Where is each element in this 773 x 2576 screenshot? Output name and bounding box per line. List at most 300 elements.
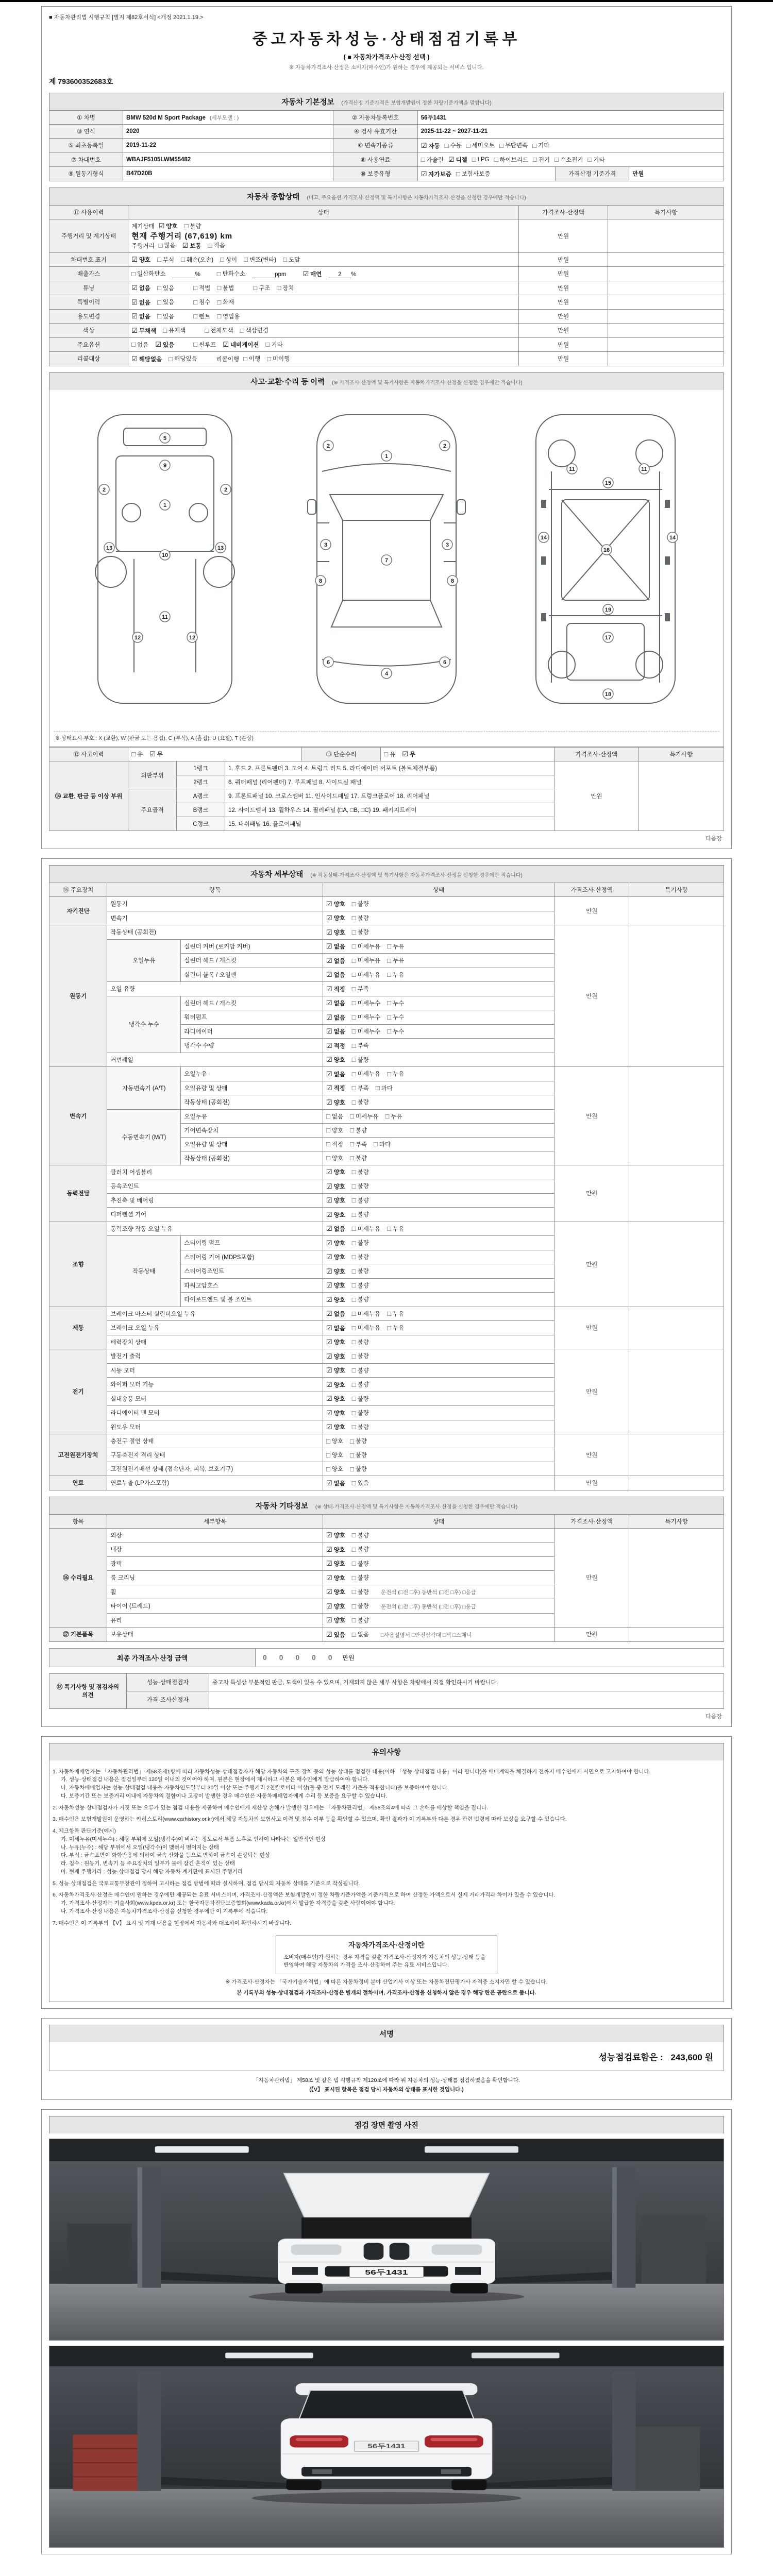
- trunk-floor: [567, 623, 644, 680]
- checked-checkbox[interactable]: [326, 1196, 345, 1205]
- unchecked-checkbox[interactable]: [217, 312, 240, 320]
- unchecked-checkbox[interactable]: [352, 1267, 369, 1275]
- unchecked-checkbox[interactable]: [352, 971, 380, 979]
- taillight-glow: [296, 2437, 343, 2441]
- remark-cell: [608, 295, 724, 310]
- checked-checkbox[interactable]: [326, 957, 345, 965]
- checked-checkbox[interactable]: [326, 1084, 345, 1092]
- unchecked-checkbox[interactable]: [350, 1126, 367, 1134]
- checked-checkbox[interactable]: [326, 1631, 345, 1639]
- unchecked-box-icon: □: [350, 1140, 354, 1148]
- checkbox-label: 불량: [357, 1197, 369, 1204]
- checkbox-label: 적법: [198, 285, 211, 292]
- unchecked-checkbox[interactable]: [350, 1451, 367, 1459]
- notice-item: 6. 자동차가격조사·산정은 매수인이 원하는 경우에만 제공되는 유료 서비스이며, 가격조사·산정액은 보험개발원이 정한 차량기준가액을 기준가격으로 하여 산정한 가액으로서 실제 거래가격과 차이가 있을 수 있습니다.: [53, 1892, 556, 1899]
- unchecked-checkbox[interactable]: [352, 1479, 369, 1487]
- table-row: [49, 897, 724, 911]
- section-title-text: 유의사항: [372, 1748, 401, 1757]
- unchecked-checkbox[interactable]: [352, 1168, 369, 1176]
- unchecked-checkbox[interactable]: [326, 1451, 343, 1459]
- unchecked-checkbox[interactable]: [352, 1013, 380, 1021]
- unchecked-box-icon: □: [350, 1112, 354, 1120]
- unchecked-box-icon: □: [387, 1013, 391, 1021]
- number-text: 16: [603, 547, 610, 553]
- checked-checkbox[interactable]: [326, 1479, 345, 1487]
- unchecked-checkbox[interactable]: [326, 1154, 343, 1162]
- unchecked-checkbox[interactable]: [352, 1084, 369, 1092]
- state-cell: [128, 252, 519, 267]
- inspection-fee: [598, 2050, 713, 2063]
- checkbox-label: 없음: [139, 299, 151, 306]
- checkbox-label: 미세누유: [357, 1311, 381, 1317]
- unchecked-checkbox[interactable]: [374, 1140, 391, 1148]
- checkbox-label: 적정: [333, 1086, 345, 1092]
- table-row: [49, 1528, 724, 1543]
- checked-checkbox[interactable]: [326, 1225, 345, 1233]
- unchecked-checkbox[interactable]: [352, 1366, 369, 1375]
- item-label: 작동상태 (공회전): [181, 1095, 323, 1110]
- kidney-grille-right: [390, 2243, 410, 2260]
- unchecked-checkbox[interactable]: [352, 1027, 380, 1036]
- unchecked-checkbox[interactable]: [385, 1112, 402, 1121]
- checked-checkbox[interactable]: [223, 341, 259, 349]
- unchecked-checkbox[interactable]: [326, 1437, 343, 1445]
- unchecked-checkbox[interactable]: [157, 312, 174, 320]
- unchecked-checkbox[interactable]: [220, 256, 237, 264]
- unchecked-checkbox[interactable]: [157, 284, 174, 292]
- unchecked-checkbox[interactable]: [157, 256, 174, 264]
- unchecked-checkbox[interactable]: [352, 956, 380, 964]
- unchecked-checkbox[interactable]: [352, 1253, 369, 1261]
- table-row: [49, 152, 724, 167]
- device-group-label: 동력전달: [49, 1165, 107, 1222]
- rank-label: B랭크: [177, 803, 225, 817]
- unchecked-box-icon: □: [387, 1324, 391, 1332]
- state-cell: [323, 897, 554, 911]
- checked-checkbox[interactable]: [326, 1211, 345, 1219]
- checked-box-icon: ☑: [326, 1070, 332, 1078]
- unchecked-checkbox[interactable]: [352, 1098, 369, 1106]
- checked-checkbox[interactable]: [326, 1042, 345, 1050]
- checked-checkbox[interactable]: [326, 1253, 345, 1261]
- unchecked-checkbox[interactable]: [352, 1352, 369, 1360]
- checkbox-label: 양호: [333, 1618, 345, 1624]
- unchecked-checkbox[interactable]: [352, 1041, 369, 1049]
- unchecked-checkbox[interactable]: [387, 999, 404, 1007]
- price-cell: 만원: [554, 925, 629, 1067]
- checked-checkbox[interactable]: [326, 1324, 345, 1332]
- accident-tables-mount: [49, 747, 724, 832]
- unchecked-checkbox[interactable]: [184, 222, 201, 230]
- checked-checkbox[interactable]: [131, 256, 150, 264]
- checked-box-icon: ☑: [326, 1380, 332, 1388]
- checked-checkbox[interactable]: [131, 298, 150, 307]
- unchecked-checkbox[interactable]: [554, 156, 583, 164]
- unchecked-checkbox[interactable]: [208, 241, 225, 249]
- strut-tower: [189, 503, 208, 522]
- checked-checkbox[interactable]: [326, 1296, 345, 1304]
- item-label: 변속기: [107, 911, 323, 925]
- checked-checkbox[interactable]: [326, 1423, 345, 1431]
- field-label: ⑥ 변속기종류: [333, 139, 417, 153]
- unchecked-checkbox[interactable]: [352, 1573, 369, 1582]
- unchecked-checkbox[interactable]: [131, 750, 143, 758]
- unchecked-checkbox[interactable]: [387, 956, 404, 964]
- unchecked-checkbox[interactable]: [326, 1126, 343, 1134]
- price-select-label: ( ■ 자동차가격조사·산정 선택 ): [343, 54, 430, 61]
- checkbox-label: 누유: [392, 972, 405, 978]
- unchecked-checkbox[interactable]: [205, 326, 233, 334]
- checked-checkbox[interactable]: [326, 1070, 345, 1078]
- checked-checkbox[interactable]: [326, 1409, 345, 1417]
- unchecked-checkbox[interactable]: [163, 326, 186, 334]
- checked-checkbox[interactable]: [326, 1310, 345, 1318]
- unchecked-box-icon: □: [169, 354, 173, 363]
- checkbox-label: 양호: [331, 1127, 343, 1134]
- checkbox-label: 누유: [392, 943, 405, 950]
- table-row: [49, 111, 724, 125]
- row-label: 특별이력: [49, 295, 128, 310]
- unchecked-checkbox[interactable]: [387, 1013, 404, 1021]
- checked-box-icon: ☑: [326, 1084, 332, 1092]
- item-label: 구동축전지 격리 상태: [107, 1448, 323, 1462]
- unchecked-checkbox[interactable]: [466, 141, 495, 149]
- checked-checkbox[interactable]: [326, 1602, 345, 1611]
- table-row: [49, 1067, 724, 1081]
- unchecked-checkbox[interactable]: [352, 1196, 369, 1205]
- unchecked-checkbox[interactable]: [533, 156, 550, 164]
- unchecked-checkbox[interactable]: [499, 141, 528, 149]
- unchecked-checkbox[interactable]: [131, 269, 165, 278]
- unchecked-checkbox[interactable]: [350, 1140, 367, 1148]
- unchecked-checkbox[interactable]: [587, 156, 604, 164]
- item-label: 추진축 및 베어링: [107, 1193, 323, 1208]
- unchecked-checkbox[interactable]: [193, 284, 210, 292]
- checked-checkbox[interactable]: [402, 750, 415, 758]
- unchecked-checkbox[interactable]: [352, 999, 380, 1007]
- price-appraisal-box-lines: [283, 1954, 490, 1970]
- state-cell: [323, 1556, 554, 1571]
- unchecked-checkbox[interactable]: [326, 1112, 343, 1121]
- unchecked-checkbox[interactable]: [217, 284, 234, 292]
- unchecked-checkbox[interactable]: [243, 354, 260, 363]
- price-cell: 만원: [554, 1476, 629, 1490]
- unchecked-checkbox[interactable]: [352, 1602, 369, 1610]
- unchecked-box-icon: □: [277, 284, 281, 292]
- item-label: 외장: [107, 1528, 323, 1543]
- checkbox-label: 양호: [333, 1533, 345, 1539]
- checkbox-label: 수동: [450, 143, 462, 149]
- unchecked-checkbox[interactable]: [352, 1056, 369, 1064]
- rank-label: 2랭크: [177, 775, 225, 789]
- unchecked-checkbox[interactable]: [387, 971, 404, 979]
- unchecked-checkbox[interactable]: [352, 1423, 369, 1431]
- unchecked-box-icon: □: [326, 1140, 330, 1148]
- checked-checkbox[interactable]: [149, 750, 163, 758]
- unchecked-checkbox[interactable]: [266, 341, 283, 349]
- checkbox-label: 가솔린: [426, 157, 444, 163]
- checkbox-label: 누수: [392, 1000, 405, 1007]
- unchecked-checkbox[interactable]: [445, 141, 462, 149]
- unchecked-box-icon: □: [220, 256, 224, 263]
- checked-box-icon: ☑: [326, 914, 332, 922]
- unchecked-checkbox[interactable]: [387, 1324, 404, 1332]
- unchecked-checkbox[interactable]: [240, 326, 268, 334]
- unchecked-checkbox[interactable]: [131, 341, 148, 349]
- checked-checkbox[interactable]: [326, 1027, 345, 1036]
- checked-checkbox[interactable]: [131, 284, 150, 292]
- unchecked-checkbox[interactable]: [193, 298, 210, 306]
- unchecked-checkbox[interactable]: [352, 1380, 369, 1388]
- unchecked-checkbox[interactable]: [384, 750, 395, 758]
- kidney-grille-left: [364, 2243, 384, 2260]
- checkbox-label: 불량: [357, 1339, 369, 1346]
- unchecked-box-icon: □: [351, 985, 356, 993]
- unchecked-checkbox[interactable]: [350, 1112, 378, 1121]
- unchecked-checkbox[interactable]: [326, 1140, 343, 1148]
- unchecked-checkbox[interactable]: [217, 298, 234, 306]
- unchecked-checkbox[interactable]: [352, 1630, 369, 1638]
- tire-left: [285, 2283, 323, 2293]
- checkbox-label: 양호: [333, 1283, 345, 1289]
- state-cell: [323, 1307, 554, 1321]
- state-extra-text: □사용설명서 □안전삼각대 □잭 □스패너: [380, 1632, 472, 1638]
- checked-checkbox[interactable]: [326, 999, 345, 1007]
- unchecked-checkbox[interactable]: [350, 1154, 367, 1162]
- checked-checkbox[interactable]: [182, 242, 201, 250]
- device-group-label: 고전원전기장치: [49, 1434, 107, 1476]
- checkbox-label: 불량: [357, 1297, 369, 1303]
- checked-checkbox[interactable]: [326, 1588, 345, 1596]
- checked-checkbox[interactable]: [326, 1338, 345, 1346]
- checkbox-label: 미세누유: [357, 1071, 381, 1077]
- checkbox-label: 미세누유: [357, 943, 381, 950]
- checked-checkbox[interactable]: [326, 942, 345, 951]
- unchecked-checkbox[interactable]: [193, 341, 216, 349]
- unchecked-checkbox[interactable]: [352, 1560, 369, 1568]
- unchecked-checkbox[interactable]: [387, 1027, 404, 1036]
- unchecked-checkbox[interactable]: [387, 1310, 404, 1318]
- checked-checkbox[interactable]: [326, 1013, 345, 1022]
- diagram-number-marker: [315, 575, 326, 586]
- unchecked-checkbox[interactable]: [169, 354, 197, 363]
- checked-checkbox[interactable]: [326, 971, 345, 979]
- state-cell: [323, 1109, 554, 1123]
- unchecked-checkbox[interactable]: [244, 256, 276, 264]
- unchecked-checkbox[interactable]: [376, 1084, 393, 1092]
- unchecked-checkbox[interactable]: [456, 170, 490, 178]
- checked-checkbox[interactable]: [303, 270, 322, 278]
- item-label: 기어변속장치: [181, 1123, 323, 1137]
- checked-checkbox[interactable]: [131, 327, 156, 335]
- unchecked-box-icon: □: [253, 284, 258, 292]
- notice-item: 3. 매수인은 보험개발원이 운영하는 카히스토리(www.carhistory.or.kr)에서 해당 자동차의 보험사고 이력 및 침수 여부 등을 확인할 수 있으며, 확인 결과가 이 기록부와 다른 경우 관련 법령에 따라 보상을 요구할 수 있습니다.: [53, 1816, 567, 1823]
- checkbox-label: 양호: [333, 1212, 345, 1218]
- unchecked-checkbox[interactable]: [352, 1409, 369, 1417]
- unchecked-checkbox[interactable]: [532, 141, 549, 149]
- number-text: 12: [134, 634, 141, 641]
- state-cell: [128, 324, 519, 338]
- state-cell: [323, 1528, 554, 1543]
- unchecked-box-icon: □: [444, 141, 449, 149]
- checked-checkbox[interactable]: [326, 1574, 345, 1582]
- rank-label: C랭크: [177, 817, 225, 831]
- price-cell: 만원: [518, 281, 608, 295]
- checked-checkbox[interactable]: [326, 1239, 345, 1247]
- unchecked-checkbox[interactable]: [352, 1210, 369, 1218]
- unchecked-checkbox[interactable]: [181, 256, 213, 264]
- unchecked-checkbox[interactable]: [352, 914, 369, 922]
- checked-checkbox[interactable]: [326, 1366, 345, 1375]
- checked-checkbox[interactable]: [159, 222, 178, 230]
- item-label: 파워고압호스: [181, 1278, 323, 1293]
- unchecked-box-icon: □: [351, 1013, 356, 1021]
- item-label: 브레이크 오일 누유: [107, 1321, 323, 1335]
- unchecked-box-icon: □: [351, 1395, 356, 1402]
- state-cell: [323, 1420, 554, 1434]
- checked-checkbox[interactable]: [131, 312, 150, 320]
- unchecked-checkbox[interactable]: [157, 298, 174, 306]
- signature-footer-1: 「자동차관리법」 제58조 및 같은 법 시행규칙 제120조에 따라 위 자동차의 성능·상태를 점검하였음을 확인합니다.: [253, 2077, 520, 2083]
- rear-window: [331, 600, 442, 627]
- unchecked-checkbox[interactable]: [352, 1310, 380, 1318]
- checked-checkbox[interactable]: [326, 1546, 345, 1554]
- unchecked-checkbox[interactable]: [352, 985, 369, 993]
- checked-checkbox[interactable]: [326, 985, 345, 993]
- unchecked-checkbox[interactable]: [352, 1395, 369, 1403]
- unchecked-checkbox[interactable]: [350, 1465, 367, 1473]
- signature-card: [41, 2018, 732, 2100]
- unchecked-checkbox[interactable]: [352, 1545, 369, 1553]
- checked-checkbox[interactable]: [326, 900, 345, 908]
- checked-box-icon: ☑: [131, 326, 138, 334]
- checked-checkbox[interactable]: [155, 341, 174, 349]
- price-cell: 만원: [554, 1434, 629, 1476]
- unchecked-checkbox[interactable]: [352, 1225, 380, 1233]
- field-value: [123, 125, 333, 139]
- photos-card: [41, 2109, 732, 2554]
- opinion-table: [49, 1673, 724, 1709]
- field-value-text: WBAJF5105LWM55482: [126, 156, 191, 163]
- unchecked-checkbox[interactable]: [387, 1225, 404, 1233]
- state-cell: [323, 982, 554, 996]
- unchecked-checkbox[interactable]: [352, 900, 369, 908]
- exchange-label: ⑭ 교환, 판금 등 이상 부위: [49, 761, 128, 831]
- number-text: 9: [163, 462, 167, 469]
- checked-checkbox[interactable]: [326, 1352, 345, 1361]
- checkbox-label: 불량: [355, 1438, 367, 1445]
- final-price-value: [256, 1649, 724, 1667]
- checked-checkbox[interactable]: [326, 1168, 345, 1176]
- unchecked-checkbox[interactable]: [350, 1437, 367, 1445]
- item-label: 보유상태: [107, 1628, 323, 1642]
- unchecked-checkbox[interactable]: [352, 1324, 380, 1332]
- unchecked-checkbox[interactable]: [352, 942, 380, 951]
- checkbox-label: 불량: [357, 1183, 369, 1190]
- unchecked-checkbox[interactable]: [387, 1070, 404, 1078]
- checked-checkbox[interactable]: [326, 928, 345, 937]
- unchecked-checkbox[interactable]: [352, 1338, 369, 1346]
- checked-checkbox[interactable]: [326, 1616, 345, 1624]
- price-cell: 만원: [554, 1307, 629, 1349]
- unchecked-box-icon: □: [351, 1210, 356, 1218]
- unchecked-box-icon: □: [350, 1154, 354, 1162]
- checked-checkbox[interactable]: [326, 914, 345, 922]
- unchecked-box-icon: □: [351, 942, 356, 950]
- unchecked-checkbox[interactable]: [352, 1588, 369, 1596]
- unchecked-box-icon: □: [283, 256, 287, 263]
- checked-checkbox[interactable]: [326, 1267, 345, 1276]
- unchecked-checkbox[interactable]: [352, 1182, 369, 1190]
- unchecked-checkbox[interactable]: [159, 241, 176, 249]
- unchecked-checkbox[interactable]: [326, 1465, 343, 1473]
- unchecked-checkbox[interactable]: [253, 284, 270, 292]
- checked-checkbox[interactable]: [421, 170, 451, 178]
- unchecked-checkbox[interactable]: [217, 269, 245, 278]
- unchecked-checkbox[interactable]: [387, 942, 404, 951]
- checked-checkbox[interactable]: [326, 1531, 345, 1539]
- unchecked-checkbox[interactable]: [352, 1070, 380, 1078]
- checked-checkbox[interactable]: [448, 156, 467, 164]
- state-cell: [323, 1236, 554, 1250]
- checked-checkbox[interactable]: [326, 1560, 345, 1568]
- column-header: 가격조사·산정액: [554, 747, 638, 761]
- state-cell: [128, 267, 519, 281]
- checked-checkbox[interactable]: [326, 1395, 345, 1403]
- checked-checkbox[interactable]: [326, 1056, 345, 1064]
- notice-card: [41, 1736, 732, 2009]
- checked-box-icon: ☑: [448, 156, 455, 163]
- remark-cell: [629, 1222, 724, 1307]
- checked-checkbox[interactable]: [326, 1182, 345, 1191]
- unchecked-checkbox[interactable]: [193, 312, 210, 320]
- unchecked-checkbox[interactable]: [421, 156, 444, 164]
- unchecked-checkbox[interactable]: [277, 284, 294, 292]
- item-label: 내장: [107, 1543, 323, 1557]
- device-subgroup-label: 자동변속기 (A/T): [107, 1067, 181, 1110]
- unchecked-checkbox[interactable]: [352, 1616, 369, 1624]
- unchecked-checkbox[interactable]: [283, 256, 300, 264]
- checked-checkbox[interactable]: [326, 1098, 345, 1107]
- item-label: 발전기 출력: [107, 1349, 323, 1364]
- checkbox-label: 양호: [139, 257, 151, 263]
- unchecked-checkbox[interactable]: [472, 156, 490, 163]
- table-row: [49, 139, 724, 153]
- field-label: ⑧ 사용연료: [333, 152, 417, 167]
- unchecked-checkbox[interactable]: [352, 1531, 369, 1539]
- checkbox-label: 구조: [259, 285, 271, 292]
- unchecked-checkbox[interactable]: [352, 1295, 369, 1303]
- checked-box-icon: ☑: [326, 1366, 332, 1374]
- checkbox-label: 불량: [357, 1282, 369, 1289]
- final-price-digits: 0 0 0 0 0: [263, 1653, 338, 1662]
- unchecked-checkbox[interactable]: [494, 156, 528, 164]
- unchecked-box-icon: □: [351, 1616, 356, 1624]
- unchecked-checkbox[interactable]: [352, 928, 369, 936]
- unchecked-checkbox[interactable]: [267, 354, 290, 363]
- unchecked-checkbox[interactable]: [352, 1281, 369, 1290]
- field-label: ⑫ 사고이력: [49, 747, 128, 761]
- opinion-row-who: 성능·상태점검자: [127, 1673, 209, 1691]
- unchecked-checkbox[interactable]: [352, 1239, 369, 1247]
- checked-checkbox[interactable]: [326, 1281, 345, 1290]
- diagram-number-marker: [215, 543, 226, 553]
- checked-checkbox[interactable]: [421, 142, 440, 150]
- checked-checkbox[interactable]: [131, 355, 162, 363]
- checked-checkbox[interactable]: [326, 1381, 345, 1389]
- notice-item: 7. 매수인은 이 기록부의 【V】 표시 및 기재 내용을 현장에서 자동차와 대조하여 확인하시기 바랍니다.: [53, 1920, 292, 1926]
- table-row: [49, 252, 724, 267]
